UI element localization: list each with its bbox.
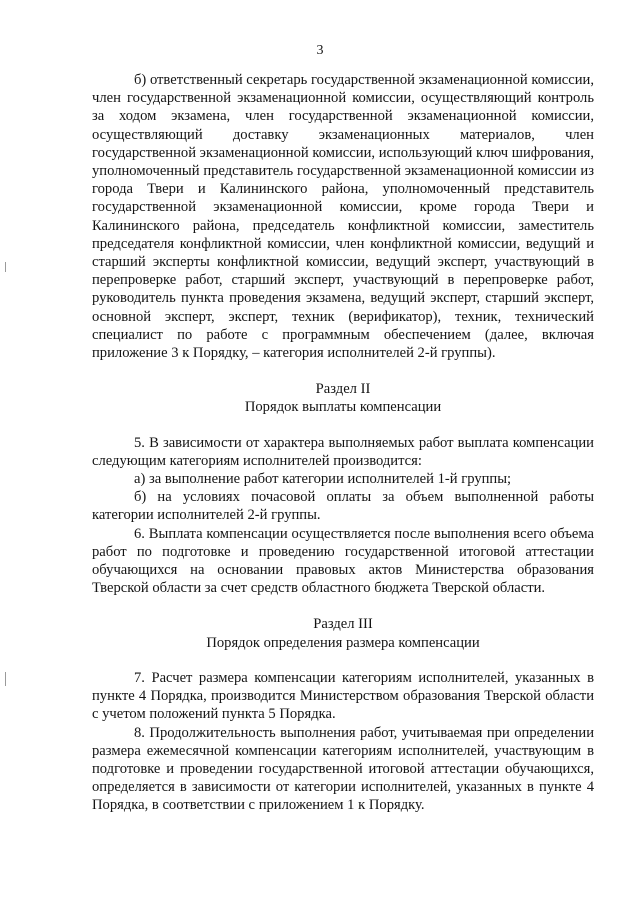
scan-edge-mark-top bbox=[5, 262, 6, 272]
scan-edge-mark-bottom bbox=[5, 672, 6, 686]
document-body bbox=[92, 71, 594, 815]
section-2-number: Раздел II bbox=[315, 381, 371, 398]
spacer bbox=[92, 652, 594, 669]
spacer bbox=[92, 362, 594, 380]
section-3-number: Раздел III bbox=[313, 616, 373, 633]
paragraph-4b: б) ответственный секретарь государственной экзаменационной комиссии, член государственной экзаменационной комиссии, осуществляющий контроль за ходом экзамена, член государственной экзаменационной комиссии, осуществляющий доставку экзаменационных материалов, член государственной экзаменационной комиссии, использующий ключ шифрования, уполномоченный представитель государственной экзаменационной комиссии из города Твери и Калининского района, уполномоченный представитель государственной экзаменационной комиссии, кроме города Твери и Калининского района, председатель конфликтной комиссии, заместитель председателя конфликтной комиссии, член конфликтной комиссии, ведущий и старший эксперты конфликтной комиссии, ведущий эксперт, участвующий в перепроверке работ, старший эксперт, участвующий в перепроверке работ, руководитель пункта проведения экзамена, ведущий эксперт, старший эксперт, основной эксперт, эксперт, техник (верификатор), техник, технический специалист по работе с программным обеспечением (далее, включая приложение 3 к Порядку, – категория исполнителей 2-й группы). bbox=[92, 72, 594, 362]
spacer bbox=[92, 597, 594, 615]
spacer bbox=[92, 417, 594, 434]
paragraph-8: 8. Продолжительность выполнения работ, учитываемая при определении размера ежемесячной компенсации категориям исполнителей, участвующим в подготовке и проведении государственной итоговой аттестации обучающихся, определяется в зависимости от категории исполнителей, указанных в пункте 4 Порядка, в соответствии с приложением 1 к Порядку. bbox=[92, 724, 594, 814]
paragraph-6: 6. Выплата компенсации осуществляется после выполнения всего объема работ по подготовке и проведению государственной итоговой аттестации обучающихся на основании правовых актов Министерства образования Тверской области за счет средств областного бюджета Тверской области. bbox=[92, 525, 594, 597]
section-3-title: Порядок определения размера компенсации bbox=[206, 634, 480, 651]
paragraph-7: 7. Расчет размера компенсации категориям исполнителей, указанных в пункте 4 Порядка, производится Министерством образования Тверской области с учетом положений пункта 5 Порядка. bbox=[92, 669, 594, 723]
paragraph-5b: б) на условиях почасовой оплаты за объем выполненной работы категории исполнителей 2-й группы. bbox=[92, 489, 594, 524]
paragraph-5a: а) за выполнение работ категории исполнителей 1-й группы; bbox=[134, 471, 512, 488]
section-2-title: Порядок выплаты компенсации bbox=[244, 399, 442, 416]
paragraph-5: 5. В зависимости от характера выполняемых работ выплата компенсации следующим категориям исполнителей производится: bbox=[92, 434, 594, 469]
page-number: 3 bbox=[316, 43, 324, 58]
